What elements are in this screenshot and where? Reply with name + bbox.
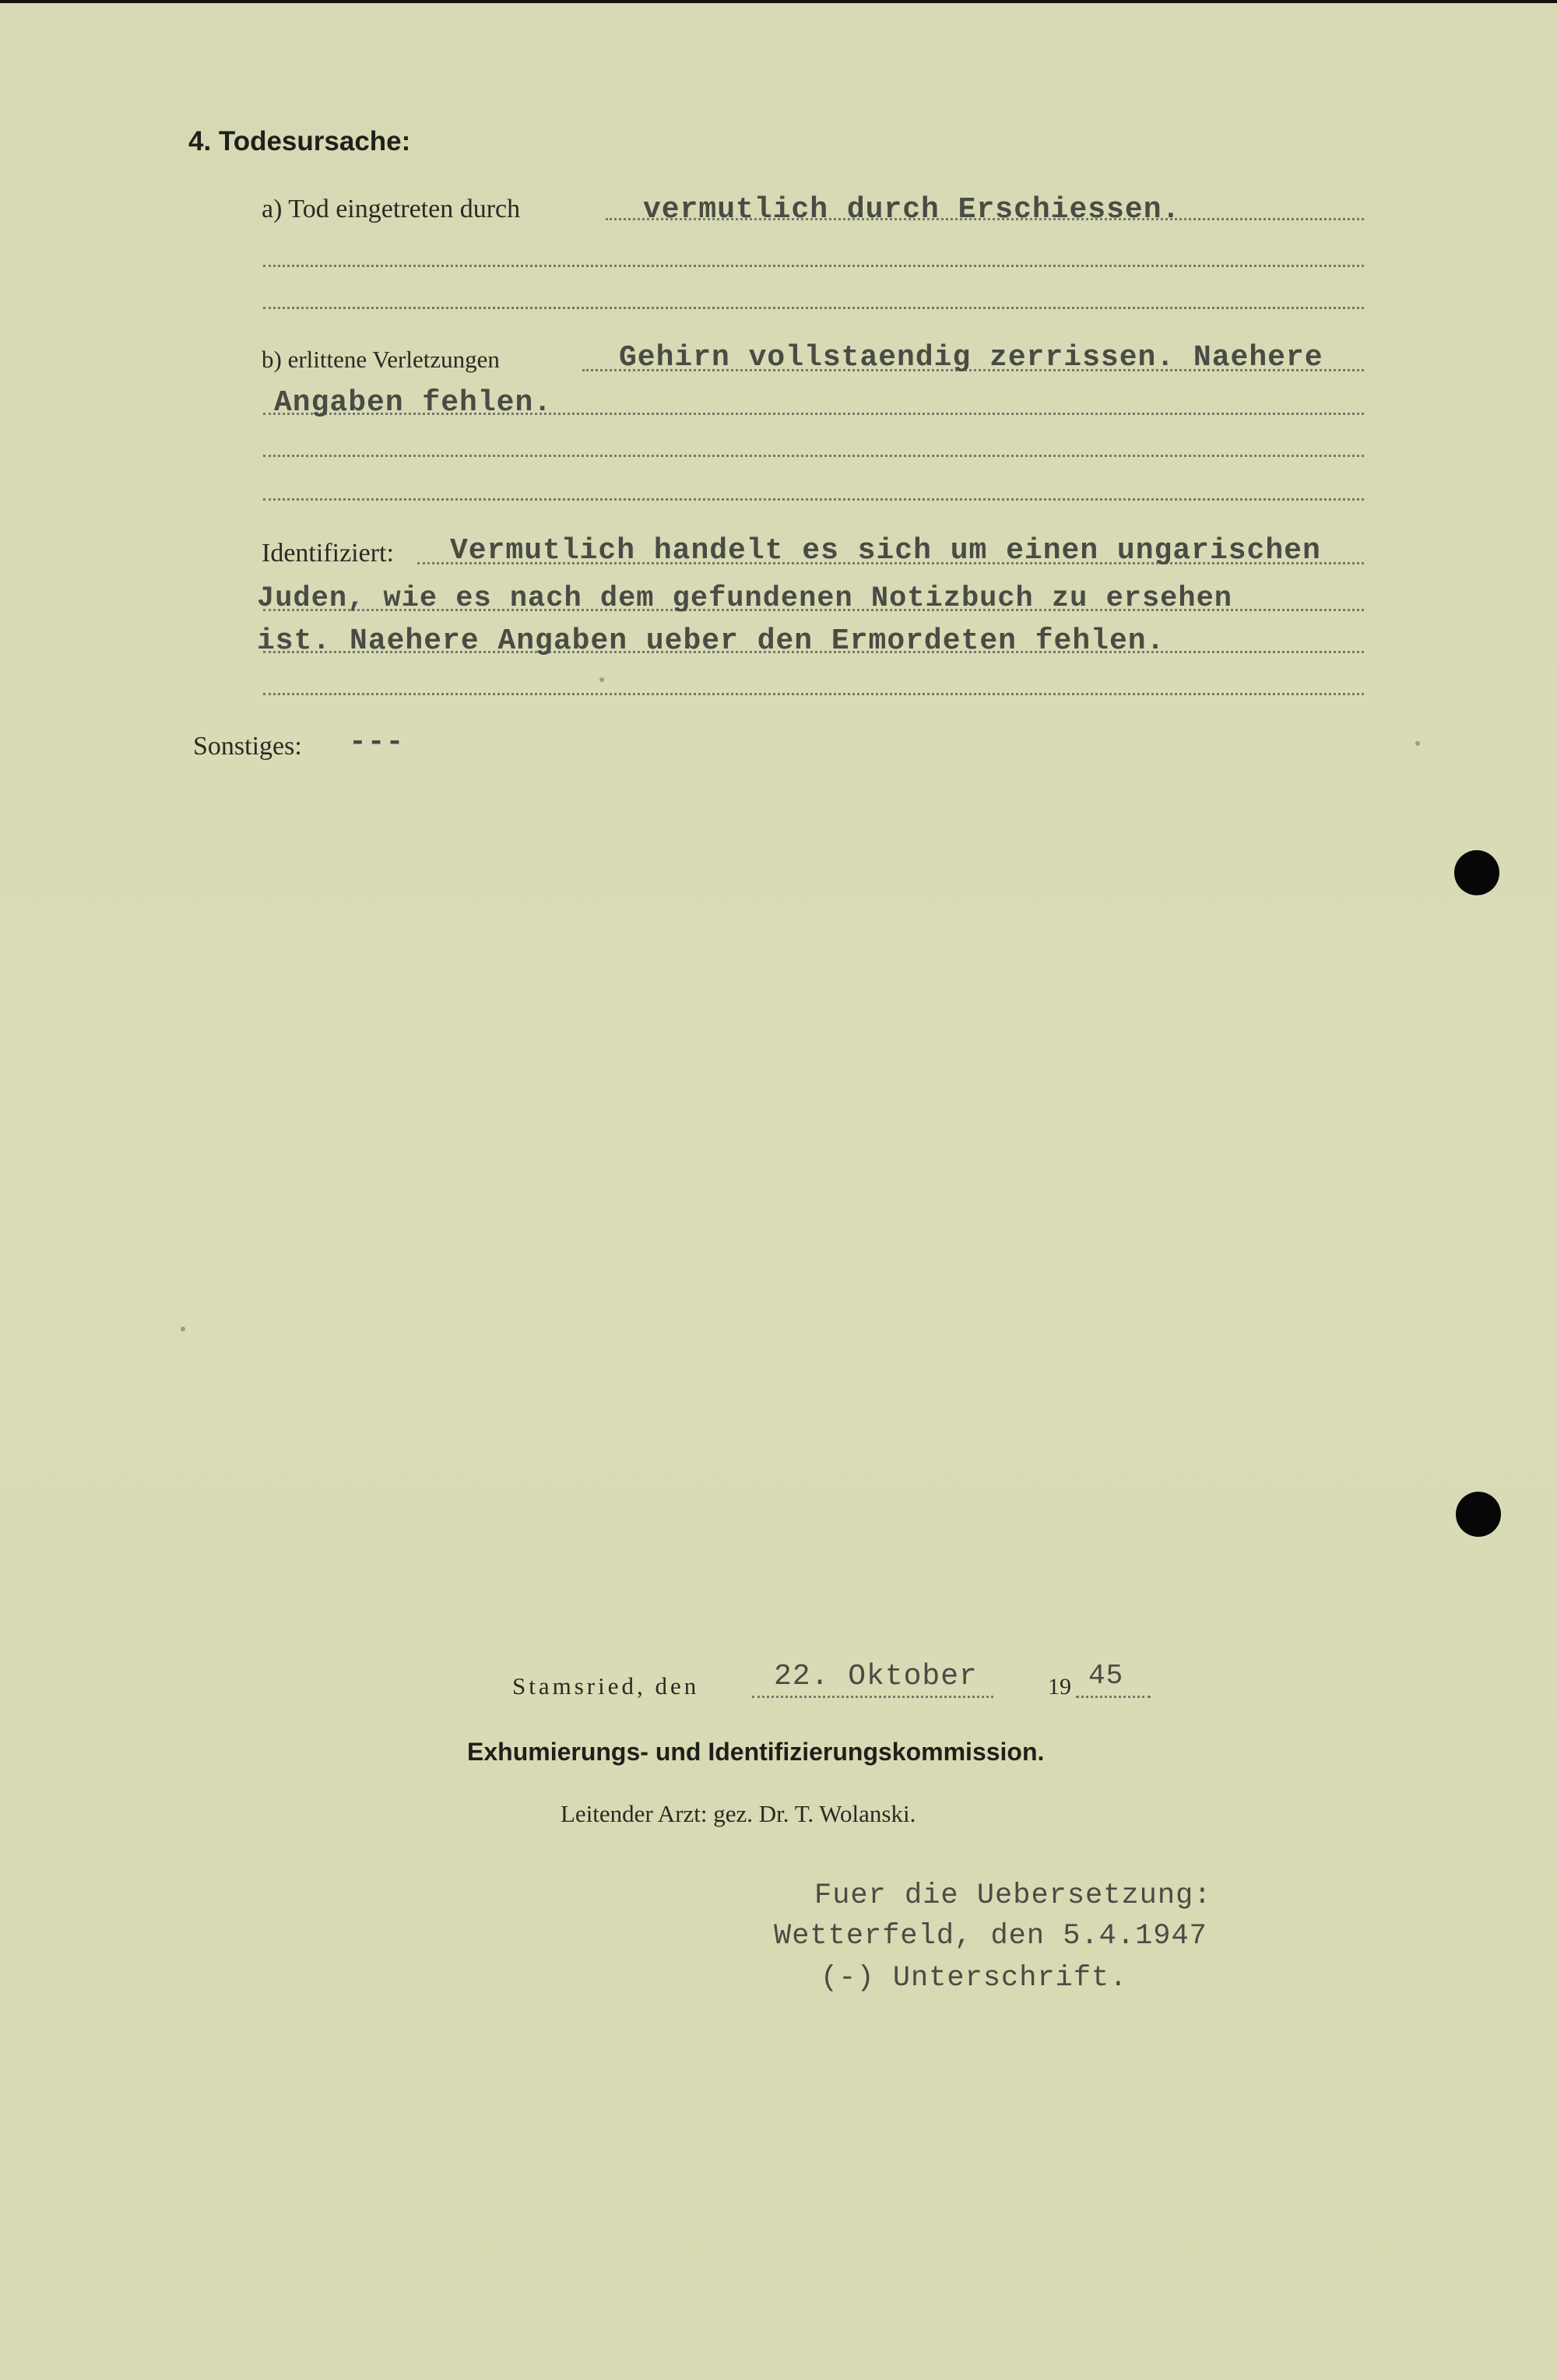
paper-fleck	[599, 677, 604, 682]
label-identified: Identifiziert:	[262, 539, 394, 568]
value-cause-b-line2: Angaben fehlen.	[274, 386, 553, 420]
date-value: 22. Oktober	[774, 1660, 978, 1693]
dotline-id4	[263, 693, 1364, 695]
value-identified-line2: Juden, wie es nach dem gefundenen Notizbuch zu ersehen	[257, 582, 1232, 615]
label-cause-a: a) Tod eingetreten durch	[262, 195, 521, 223]
dotline-a2	[263, 265, 1364, 267]
punch-hole-top	[1454, 850, 1499, 895]
value-other: ---	[349, 726, 405, 759]
paper-fleck	[181, 1327, 185, 1331]
value-cause-a: vermutlich durch Erschiessen.	[643, 193, 1181, 227]
value-identified-line3: ist. Naehere Angaben ueber den Ermordeten fehlen.	[257, 624, 1165, 658]
dotline-b3	[263, 455, 1364, 457]
place-label: Stamsried, den	[512, 1672, 700, 1700]
label-other: Sonstiges:	[193, 732, 302, 761]
dotline-a3	[263, 307, 1364, 309]
year-prefix: 19	[1048, 1674, 1071, 1700]
value-cause-b-line1: Gehirn vollstaendig zerrissen. Naehere	[619, 341, 1323, 374]
translation-line1: Fuer die Uebersetzung:	[814, 1879, 1212, 1912]
translation-line2: Wetterfeld, den 5.4.1947	[774, 1920, 1207, 1953]
year-value: 45	[1088, 1660, 1124, 1692]
section-heading: 4. Todesursache:	[188, 126, 411, 156]
commission-name: Exhumierungs- und Identifizierungskommission.	[467, 1738, 1045, 1766]
label-cause-b: b) erlittene Verletzungen	[262, 346, 500, 373]
value-identified-line1: Vermutlich handelt es sich um einen ungarischen	[450, 534, 1321, 568]
dotline-b4	[263, 498, 1364, 501]
dotline-date	[752, 1696, 993, 1698]
dotline-year	[1076, 1696, 1151, 1698]
doctor-line: Leitender Arzt: gez. Dr. T. Wolanski.	[561, 1800, 916, 1827]
punch-hole-bottom	[1456, 1492, 1501, 1537]
translation-line3: (-) Unterschrift.	[821, 1962, 1128, 1995]
paper-fleck	[1415, 741, 1420, 746]
